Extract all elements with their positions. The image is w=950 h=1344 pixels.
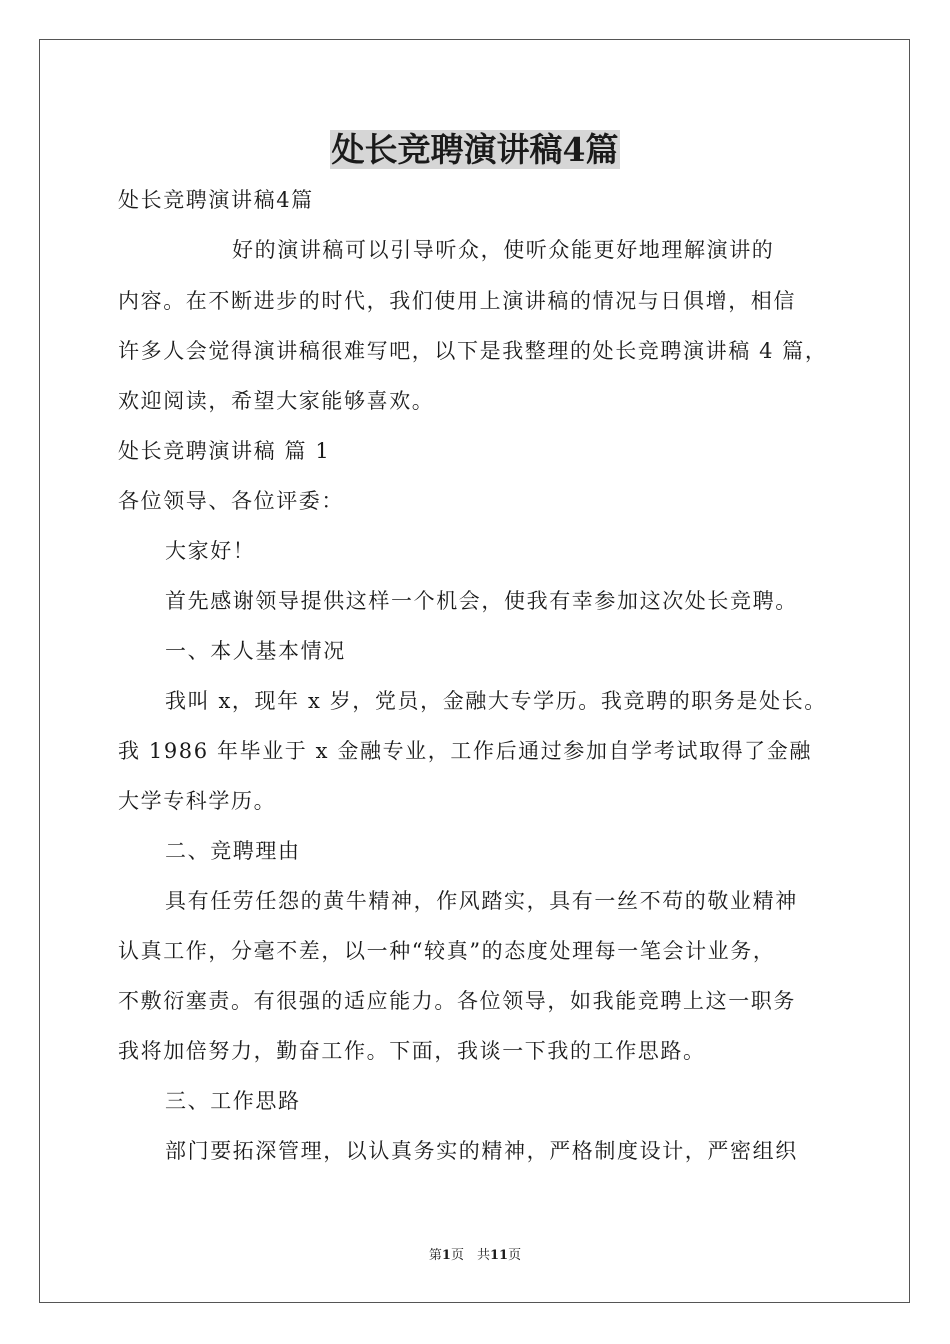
footer-total-pages: 11 xyxy=(489,1248,509,1263)
paragraph-line: 内容。在不断进步的时代，我们使用上演讲稿的情况与日俱增，相信 xyxy=(118,289,796,313)
subtitle-line: 处长竞聘演讲稿4篇 xyxy=(118,188,314,212)
footer-mid: 页 共 xyxy=(450,1248,490,1263)
page-footer xyxy=(0,1246,950,1266)
paragraph-line: 我 1986 年毕业于 x 金融专业，工作后通过参加自学考试取得了金融 xyxy=(118,739,812,763)
paragraph-line: 我将加倍努力，勤奋工作。下面，我谈一下我的工作思路。 xyxy=(118,1039,706,1063)
section-heading: 处长竞聘演讲稿 篇 1 xyxy=(118,439,331,463)
paragraph-line: 具有任劳任怨的黄牛精神，作风踏实，具有一丝不苟的敬业精神 xyxy=(165,889,798,913)
paragraph-line: 首先感谢领导提供这样一个机会，使我有幸参加这次处长竞聘。 xyxy=(165,589,798,613)
document-title xyxy=(0,126,950,174)
subsection-heading: 三、工作思路 xyxy=(165,1089,301,1113)
paragraph-line: 许多人会觉得演讲稿很难写吧，以下是我整理的处长竞聘演讲稿 4 篇， xyxy=(118,339,828,363)
footer-prefix: 第 xyxy=(428,1248,442,1263)
paragraph-line: 部门要拓深管理，以认真务实的精神，严格制度设计，严密组织 xyxy=(165,1139,798,1163)
greeting-line: 大家好！ xyxy=(165,539,256,563)
paragraph-line: 不敷衍塞责。有很强的适应能力。各位领导，如我能竞聘上这一职务 xyxy=(118,989,796,1013)
salutation-line: 各位领导、各位评委： xyxy=(118,489,344,513)
paragraph-line: 认真工作，分毫不差，以一种“较真”的态度处理每一笔会计业务， xyxy=(118,939,776,963)
paragraph-line: 好的演讲稿可以引导听众，使听众能更好地理解演讲的 xyxy=(232,238,775,262)
paragraph-line: 欢迎阅读，希望大家能够喜欢。 xyxy=(118,389,435,413)
paragraph-line: 我叫 x，现年 x 岁，党员，金融大专学历。我竞聘的职务是处长。 xyxy=(165,689,827,713)
subsection-heading: 一、本人基本情况 xyxy=(165,639,346,663)
footer-suffix: 页 xyxy=(508,1248,522,1263)
subsection-heading: 二、竞聘理由 xyxy=(165,839,301,863)
paragraph-line: 大学专科学历。 xyxy=(118,789,277,813)
document-title-text: 处长竞聘演讲稿4篇 xyxy=(331,130,619,169)
footer-current-page: 1 xyxy=(441,1248,451,1263)
